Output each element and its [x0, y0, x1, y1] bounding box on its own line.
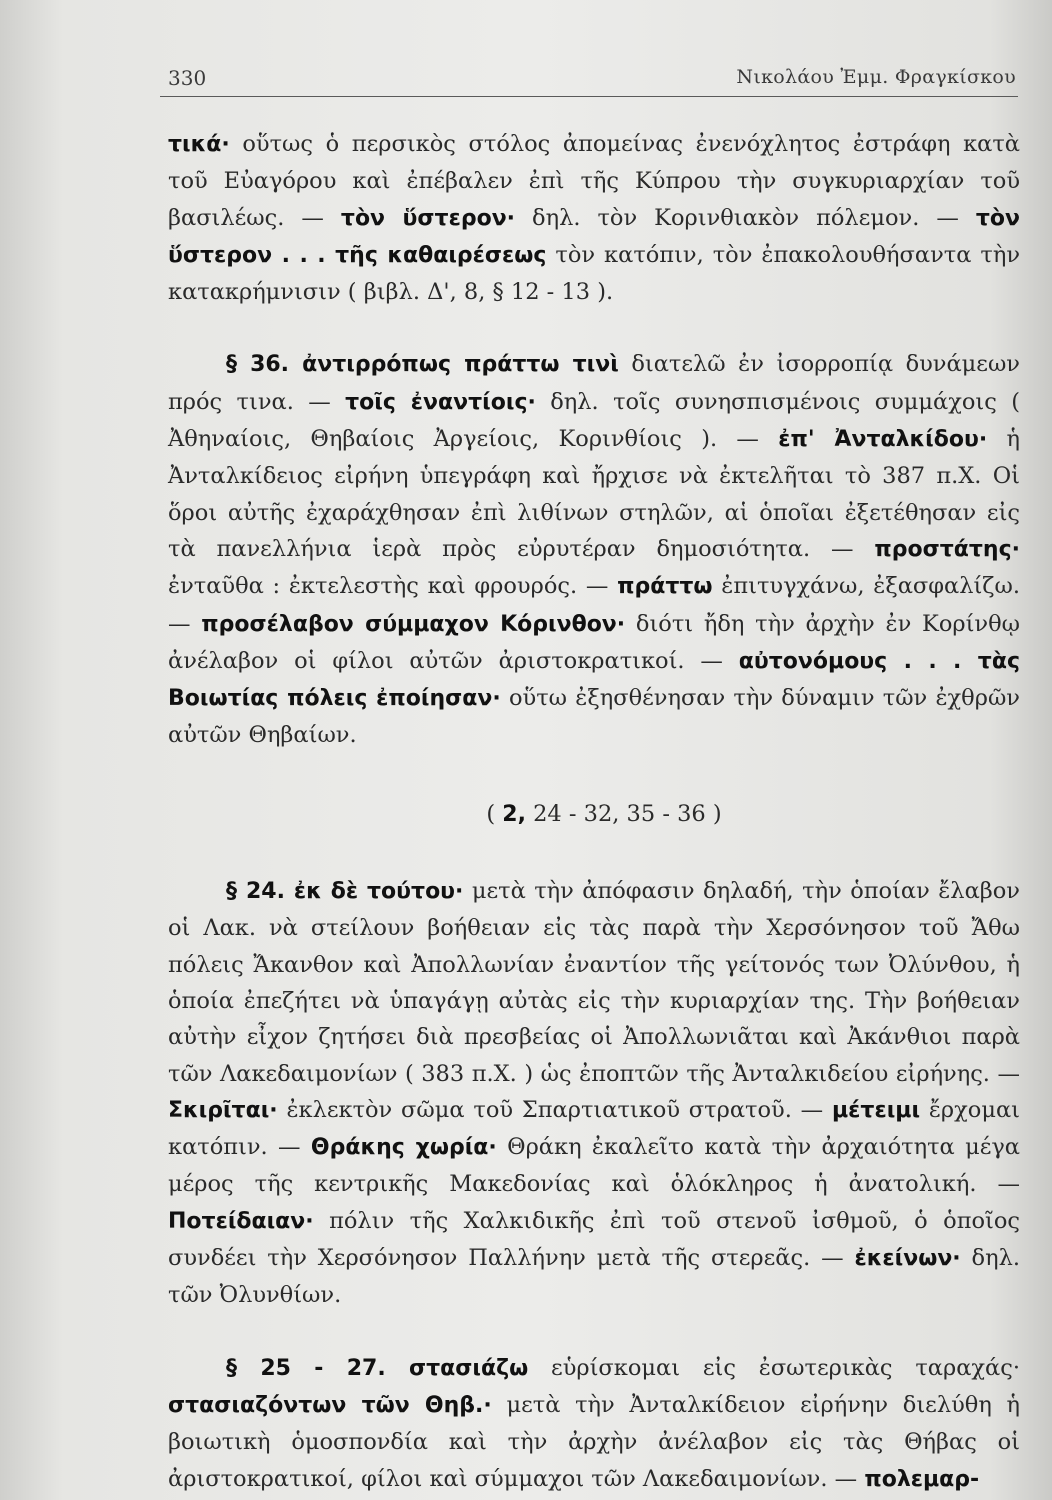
section-lemma: § 36. ἀντιρρόπως πράττω τινὶ [226, 352, 619, 378]
gloss: οὕτω ἐξησθένησαν τὴν δύναμιν τῶν ἐχθρῶν αὐτῶν Θηβαίων. [168, 685, 1020, 749]
gloss: τὸν κατόπιν, τὸν ἐπακολουθήσαντα τὴν κατακρήμνισιν ( βιβλ. Δ', 8, § 12 - 13 ). [168, 241, 1020, 306]
lemma: ἐκείνων· [854, 1246, 961, 1272]
header-rule [160, 96, 1018, 97]
lemma: μέτειμι [831, 1097, 921, 1123]
section-lemma: § 25 - 27. στασιάζω [226, 1355, 529, 1381]
gloss: μετὰ τὴν Ἀνταλκίδειον εἰρήνην διελύθη ἡ βοιωτικὴ ὁμοσπονδία καὶ τὴν ἀρχὴν ἀνέλαβον εἰς τὰς Θήβας οἱ ἀριστοκρατικοί, φίλοι καὶ σύμμαχοι τῶν Λακεδαιμονίων. — [168, 1391, 1020, 1492]
lemma: αὐτονόμους . . . τὰς Βοιωτίας πόλεις ἐποίησαν· [168, 648, 1020, 712]
lemma: πολεμαρ- [864, 1466, 980, 1492]
lemma: τὸν ὕστερον· [340, 205, 516, 231]
lemma: τὸν ὕστερον . . . τῆς καθαιρέσεως [168, 205, 1020, 268]
lemma: προστάτης· [874, 536, 1020, 562]
gloss: διατελῶ ἐν ἰσορροπίᾳ δυνάμεων πρός τινα. — [168, 351, 1020, 415]
page-number: 330 [168, 66, 207, 90]
gloss: πόλιν τῆς Χαλκιδικῆς ἐπὶ τοῦ στενοῦ ἰσθμοῦ, ὁ ὁποῖος συνδέει τὴν Χερσόνησον Παλλήνην μετὰ τῆς στερεᾶς. — [168, 1207, 1020, 1272]
gloss: Θράκη ἐκαλεῖτο κατὰ τὴν ἀρχαιότητα μέγα μέρος τῆς κεντρικῆς Μακεδονίας καὶ ὁλόκληρος ἡ ἀνατολική. — [168, 1134, 1020, 1198]
paragraph-1 [168, 126, 1020, 310]
gloss: ἐπιτυγχάνω, ἐξασφαλίζω. — [168, 573, 1020, 637]
paragraph-2 [168, 346, 1020, 753]
gloss: δηλ. τὸν Κορινθιακὸν πόλεμον. — [515, 204, 976, 231]
gloss: μετὰ τὴν ἀπόφασιν δηλαδή, τὴν ὁποίαν ἔλαβον οἱ Λακ. νὰ στείλουν βοήθειαν εἰς τὰς παρὰ τὴν Χερσόνησον τοῦ Ἄθω πόλεις Ἄκανθον καὶ Ἀπολλωνίαν ἐναντίον τῆς γείτονός των Ὀλύνθου, ἡ ὁποία ἐπεζήτει νὰ ὑπαγάγῃ αὐτὰς εἰς τὴν κυριαρχίαν της. Τὴν βοήθειαν αὐτὴν εἶχον ζητήσει διὰ πρεσβείας οἱ Ἀπολλωνιᾶται καὶ Ἀκάνθιοι παρὰ τῶν Λακεδαιμονίων ( 383 π.Χ. ) ὡς ἐποπτῶν τῆς Ἀνταλκιδείου εἰρήνης. — [168, 878, 1020, 1087]
gloss: δηλ. τοῖς συνησπισμένοις συμμάχοις ( Ἀθηναίοις, Θηβαίοις Ἀργείοις, Κορινθίοις ). — [168, 388, 1020, 453]
lemma: προσέλαβον σύμμαχον Κόρινθον· [201, 611, 626, 637]
commentary-text [168, 126, 1020, 1498]
gloss: ἐκλεκτὸν σῶμα τοῦ Σπαρτιατικοῦ στρατοῦ. — [277, 1096, 832, 1123]
running-head-author: Νικολάου Ἐμμ. Φραγκίσκου [736, 66, 1016, 88]
lemma: Θράκης χωρία· [310, 1135, 497, 1161]
running-head [168, 62, 1016, 92]
lemma: πράττω [617, 574, 713, 600]
paragraph-3 [168, 873, 1020, 1314]
gloss: διότι ἤδη τὴν ἀρχὴν ἐν Κορίνθῳ ἀνέλαβον οἱ φίλοι αὐτῶν ἀριστοκρατικοί. — [168, 610, 1020, 674]
lemma: τικά· [168, 132, 230, 157]
gloss: ἡ Ἀνταλκίδειος εἰρήνη ὑπεγράφη καὶ ἤρχισε νὰ ἐκτελῆται τὸ 387 π.Χ. Οἱ ὅροι αὐτῆς ἐχαράχθησαν ἐπὶ λιθίνων στηλῶν, αἱ ὁποῖαι ἐξετέθησαν εἰς τὰ πανελλήνια ἱερὰ πρὸς εὐρυτέραν δημοσιότητα. — [168, 426, 1020, 562]
gloss: οὕτως ὁ περσικὸς στόλος ἀπομείνας ἐνενόχλητος ἐστράφη κατὰ τοῦ Εὐαγόρου καὶ ἐπέβαλεν ἐπὶ τῆς Κύπρου τὴν συγκυριαρχίαν τοῦ βασιλέως. — [168, 131, 1020, 231]
gloss: ἔρχομαι κατόπιν. — [168, 1096, 1020, 1161]
paragraph-4 [168, 1350, 1020, 1498]
lemma: τοῖς ἐναντίοις· [345, 389, 536, 415]
gloss: εὑρίσκομαι εἰς ἐσωτερικὰς ταραχάς· [528, 1354, 1020, 1381]
gloss: ἐνταῦθα : ἐκτελεστὴς καὶ φρουρός. — [168, 573, 618, 600]
gloss: δηλ. τῶν Ὀλυνθίων. [168, 1245, 1020, 1309]
lemma: στασιαζόντων τῶν Θηβ.· [168, 1392, 492, 1418]
section-heading: ( 2, 24 - 32, 35 - 36 ) [486, 800, 722, 827]
lemma: ἐπ' Ἀνταλκίδου· [778, 427, 988, 453]
section-lemma: § 24. ἐκ δὲ τούτου· [226, 879, 464, 905]
lemma: Ποτείδαιαν· [168, 1208, 314, 1234]
lemma: Σκιρῖται· [168, 1097, 278, 1123]
